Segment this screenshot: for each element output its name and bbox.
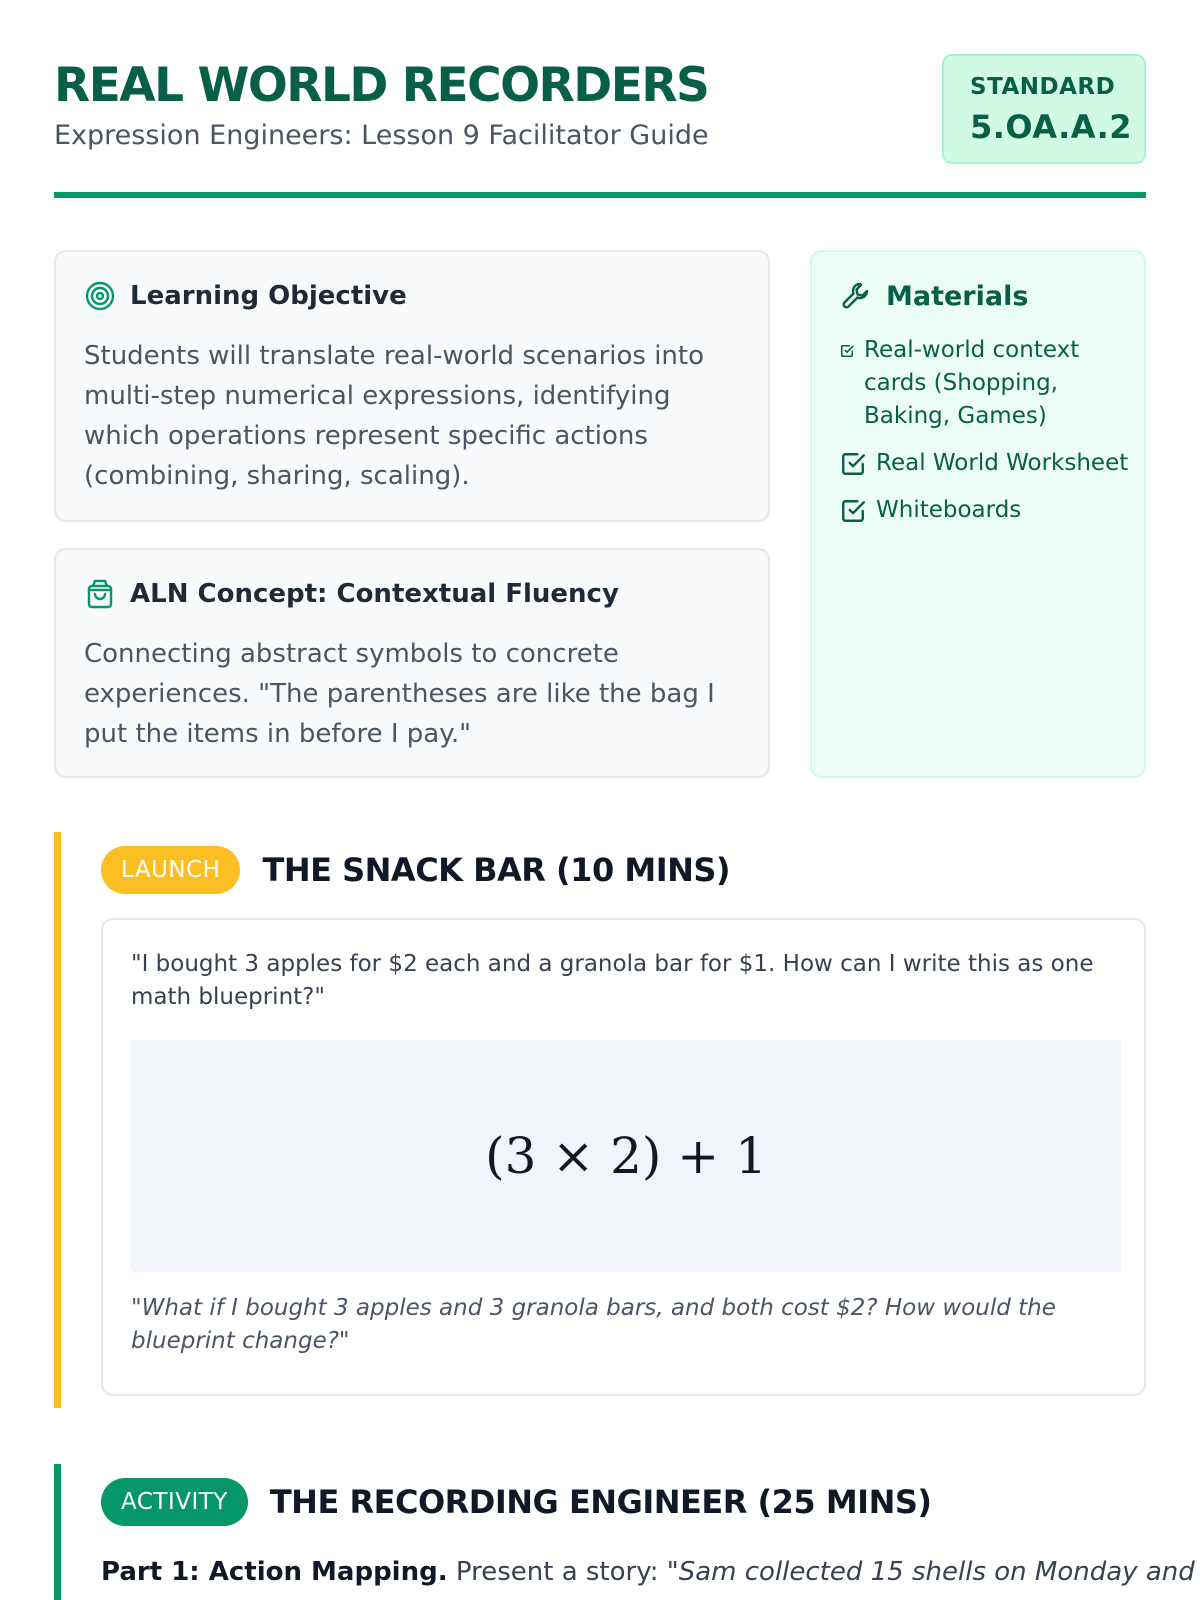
launch-follow-up: "What if I bought 3 apples and 3 granola bars, and both cost $2? How would the blueprint change?" [131, 1295, 1056, 1354]
list-item [840, 447, 1132, 480]
activity-badge: ACTIVITY [101, 1478, 248, 1526]
learning-objective-text: Students will translate real-world scenarios into multi-step numerical expressions, identifying which operations represent specific actions (combining, sharing, scaling). [84, 341, 705, 491]
aln-concept-title: ALN Concept: Contextual Fluency [130, 579, 619, 609]
launch-section [54, 832, 1146, 1408]
standard-code: 5.OA.A.2 [970, 108, 1133, 146]
activity-story: "Sam collected 15 shells on Monday and [666, 1557, 1195, 1587]
materials-panel [810, 250, 1146, 778]
shopping-bag-icon [84, 578, 116, 610]
activity-heading [101, 1478, 932, 1526]
aln-concept-card [54, 548, 770, 778]
wrench-icon [840, 280, 872, 312]
materials-heading [840, 280, 1028, 312]
launch-content-box [101, 918, 1146, 1396]
materials-title: Materials [886, 280, 1029, 312]
aln-concept-text: Connecting abstract symbols to concrete experiences. "The parentheses are like the bag I put the items in before I pay." [84, 639, 715, 749]
learning-objective-heading [84, 280, 407, 312]
material-label: Whiteboards [876, 497, 1022, 523]
material-label: Real-world context cards (Shopping, Baking, Games) [864, 337, 1080, 429]
expression-display [131, 1040, 1121, 1272]
standard-badge [942, 54, 1146, 164]
page-subtitle: Expression Engineers: Lesson 9 Facilitator Guide [54, 120, 709, 151]
checkbox-checked-icon [840, 344, 854, 358]
math-expression: (3 × 2) + 1 [485, 1127, 767, 1185]
learning-objective-title: Learning Objective [130, 281, 407, 311]
activity-title: THE RECORDING ENGINEER (25 MINS) [269, 1483, 932, 1521]
learning-objective-card [54, 250, 770, 522]
page-title: REAL WORLD RECORDERS [54, 58, 709, 113]
list-item [840, 334, 1132, 433]
launch-badge: LAUNCH [101, 846, 240, 894]
standard-label: STANDARD [970, 74, 1116, 100]
target-icon [84, 280, 116, 312]
material-label: Real World Worksheet [876, 450, 1129, 476]
activity-part-label: Part 1: Action Mapping. [101, 1557, 448, 1587]
list-item [840, 494, 1132, 527]
launch-prompt: "I bought 3 apples for $2 each and a granola bar for $1. How can I write this as one math blueprint?" [131, 951, 1094, 1010]
checkbox-checked-icon [840, 451, 866, 477]
launch-title: THE SNACK BAR (10 MINS) [262, 851, 731, 889]
activity-text [101, 1552, 1195, 1592]
page-header [54, 52, 1146, 198]
launch-heading [101, 846, 730, 894]
activity-part-text: Present a story: [447, 1557, 667, 1587]
materials-list [840, 334, 1132, 541]
aln-concept-heading [84, 578, 619, 610]
checkbox-checked-icon [840, 498, 866, 524]
activity-section [54, 1464, 1195, 1600]
